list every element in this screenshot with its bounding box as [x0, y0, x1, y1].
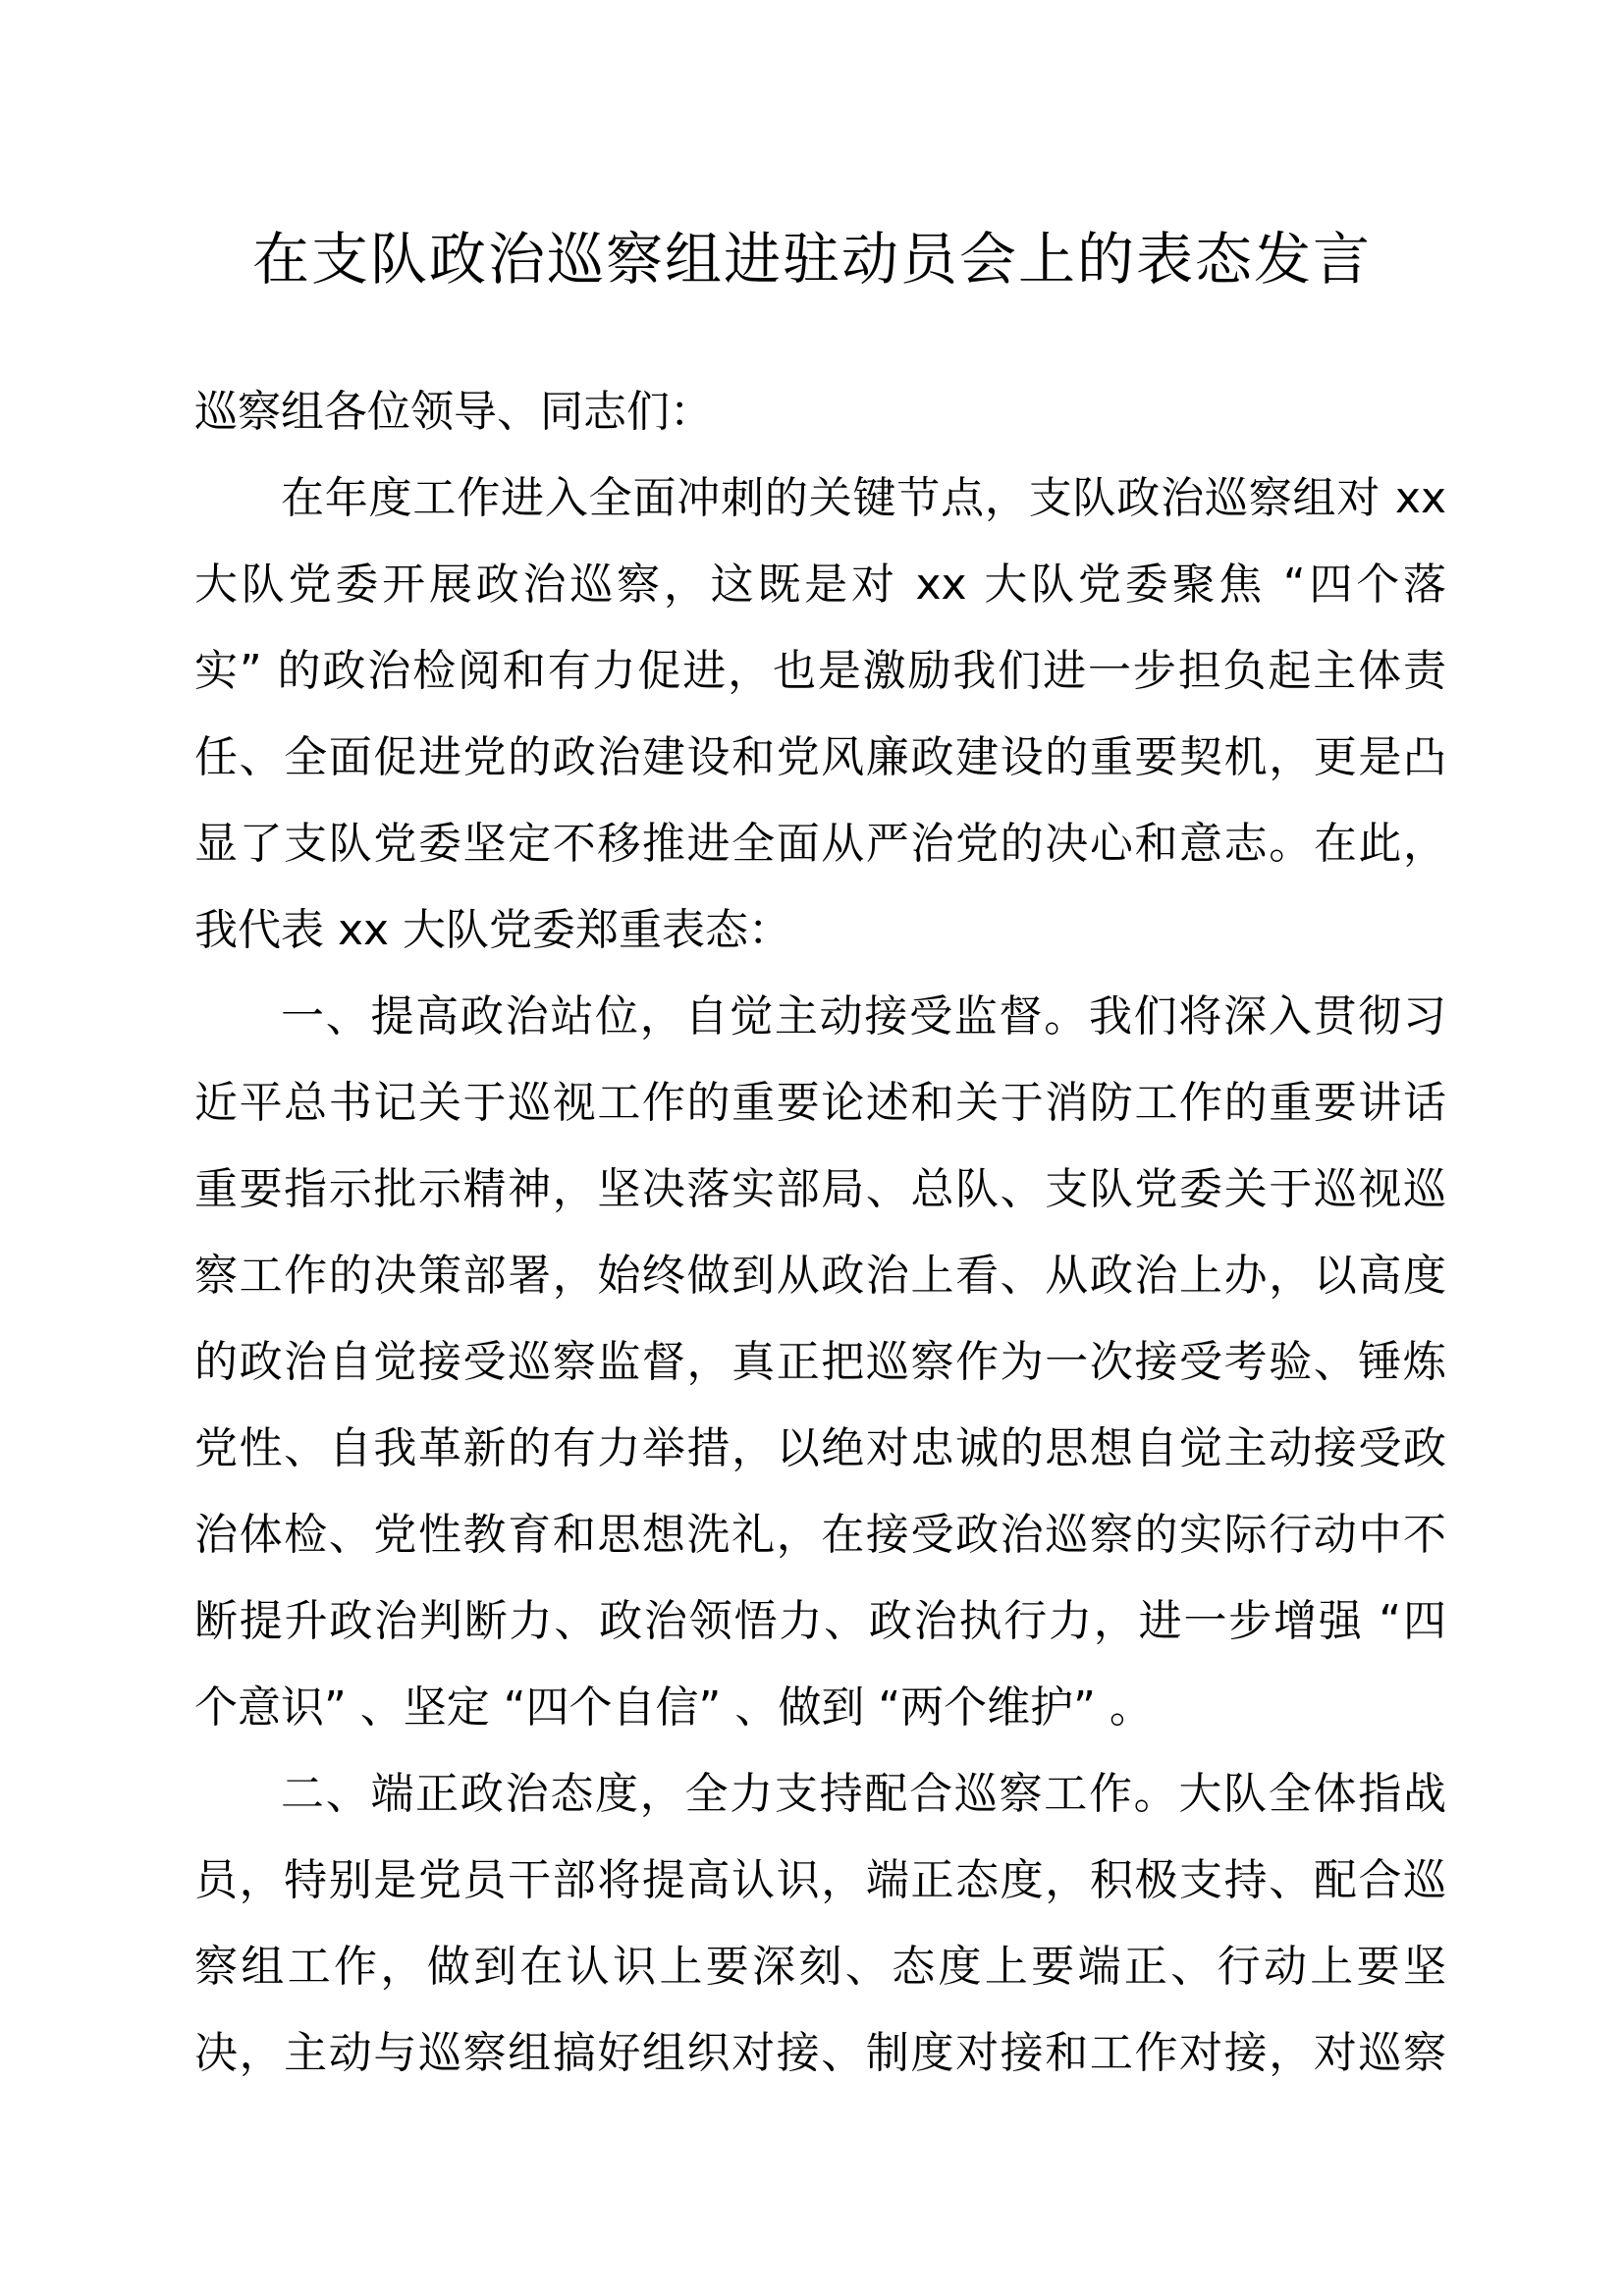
body-line: 在年度工作进入全面冲刺的关键节点，支队政治巡察组对 xx	[281, 473, 1446, 523]
body-line: 员，特别是党员干部将提高认识，端正态度，积极支持、配合巡	[194, 1855, 1446, 1905]
body-line: 个意识” 、坚定 “四个自信” 、做到 “两个维护” 。	[194, 1682, 1153, 1733]
body-line: 任、全面促进党的政治建设和党风廉政建设的重要契机，更是凸	[194, 732, 1446, 782]
salutation-line: 巡察组各位领导、同志们：	[194, 387, 713, 437]
body-line: 重要指示批示精神，坚决落实部局、总队、支队党委关于巡视巡	[194, 1164, 1446, 1214]
body-line: 治体检、党性教育和思想洗礼，在接受政治巡察的实际行动中不	[194, 1510, 1446, 1560]
body-line: 察组工作，做到在认识上要深刻、态度上要端正、行动上要坚	[194, 1942, 1446, 1992]
body-line: 决，主动与巡察组搞好组织对接、制度对接和工作对接，对巡察	[194, 2028, 1446, 2078]
body-line: 大队党委开展政治巡察，这既是对 xx 大队党委聚焦 “四个落	[194, 560, 1446, 610]
body-line: 党性、自我革新的有力举措，以绝对忠诚的思想自觉主动接受政	[194, 1423, 1446, 1473]
body-line: 实” 的政治检阅和有力促进，也是激励我们进一步担负起主体责	[194, 646, 1446, 696]
document-title: 在支队政治巡察组进驻动员会上的表态发言	[251, 226, 1372, 293]
body-line: 察工作的决策部署，始终做到从政治上看、从政治上办，以高度	[194, 1251, 1446, 1301]
body-line: 一、提高政治站位，自觉主动接受监督。我们将深入贯彻习	[281, 991, 1446, 1041]
body-line: 显了支队党委坚定不移推进全面从严治党的决心和意志。在此，	[194, 819, 1446, 869]
body-line: 断提升政治判断力、政治领悟力、政治执行力，进一步增强 “四	[194, 1596, 1446, 1646]
body-line: 二、端正政治态度，全力支持配合巡察工作。大队全体指战	[281, 1769, 1446, 1819]
body-line: 我代表 xx 大队党委郑重表态：	[194, 905, 792, 955]
body-line: 的政治自觉接受巡察监督，真正把巡察作为一次接受考验、锤炼	[194, 1337, 1446, 1387]
body-line: 近平总书记关于巡视工作的重要论述和关于消防工作的重要讲话	[194, 1078, 1446, 1128]
